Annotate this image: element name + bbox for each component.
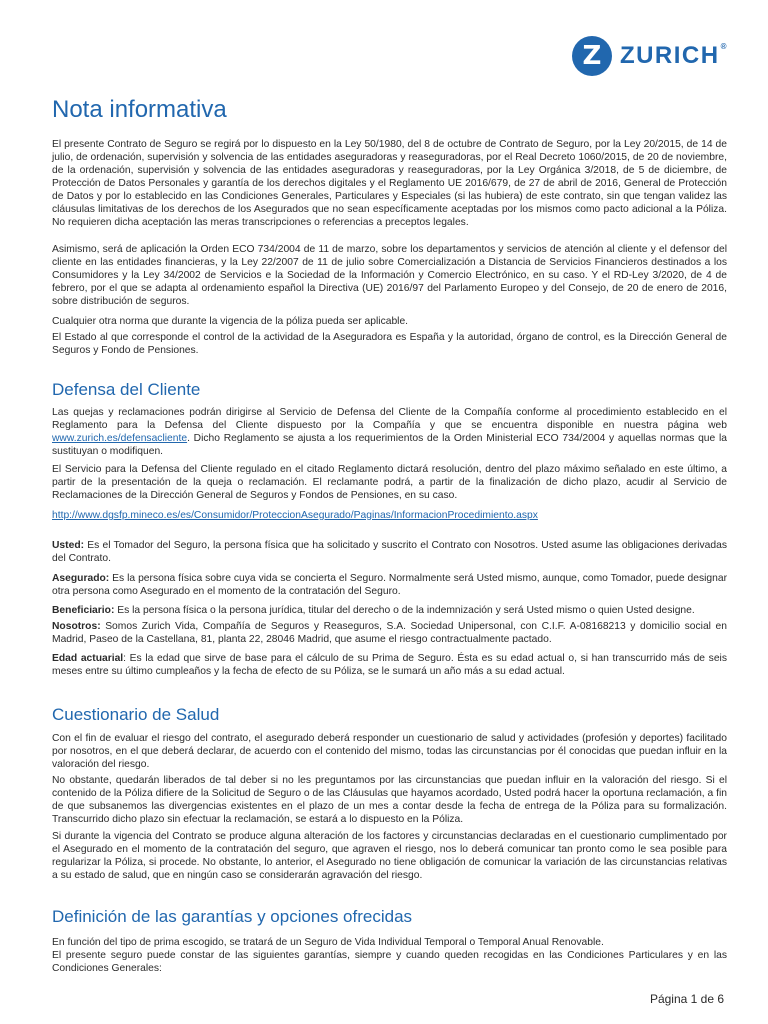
definition-edad-actuarial: Edad actuarial: Es la edad que sirve de base para el cálculo de su Prima de Seguro. Ésta es su edad actual o, si han transcurrido más de seis meses entre su último cumpleaños y la fecha de efecto de su Póliza, se le sumará un año más a su edad actual. [52,653,727,677]
garantias-line-2: El presente seguro puede constar de las siguientes garantías, siempre y cuando queden recogidas en las Condiciones Particulares y en las Condiciones Generales: [52,950,727,974]
zurich-logo [572,36,728,76]
defensa-cliente-link[interactable]: www.zurich.es/defensacliente [52,433,188,444]
definition-asegurado: Asegurado: Es la persona física sobre cuya vida se concierta el Seguro. Normalmente será Usted mismo, aunque, como Tomador, puede designar otra persona como Asegurado en el momento de la contratación del Seguro. [52,573,727,597]
garantias-line-1: En función del tipo de prima escogido, se tratará de un Seguro de Vida Individual Temporal o Temporal Anual Renovable. [52,937,604,948]
defensa-paragraph-2: El Servicio para la Defensa del Cliente regulado en el citado Reglamento dictará resolución, dentro del plazo máximo señalado en este último, a partir de la presentación de la queja o reclamación. El reclamante podrá, a partir de la finalización de dicho plazo, acudir al Servicio de Reclamaciones de la Dirección General de Seguros y Fondos de Pensiones, en su caso. [52,464,727,501]
page-title: Nota informativa [52,96,227,123]
brand-name: ZURICH® [619,42,728,69]
salud-paragraph-1: Con el fin de evaluar el riesgo del contrato, el asegurado deberá responder un cuestionario de salud y actividades (profesión y deportes) facilitado por nosotros, en el que deberá declarar, de acuerdo con el contenido del mismo, todas las circunstancias por él conocidas que puedan influir en la valoración del riesgo. [52,733,727,770]
zurich-z-icon: Z [572,36,612,76]
dgsfp-link[interactable]: http://www.dgsfp.mineco.es/es/Consumidor/ProteccionAsegurado/Paginas/InformacionProcedimiento.aspx [52,510,538,521]
section-heading-salud: Cuestionario de Salud [52,705,220,724]
defensa-paragraph-1: Las quejas y reclamaciones podrán dirigirse al Servicio de Defensa del Cliente de la Compañía conforme al procedimiento establecido en el Reglamento para la Defensa del Cliente dispuesto por la Compañía y que se encuentra disponible en nuestra página web www.zurich.es/defensacliente. Dicho Reglamento se ajusta a los requerimientos de la Orden Ministerial ECO 734/2004 y aquellas normas que la sustituyan o modifiquen. [52,407,727,457]
intro-paragraph-3: Cualquier otra norma que durante la vigencia de la póliza pueda ser aplicable. [52,316,409,327]
page-number: Página 1 de 6 [649,992,724,1006]
section-heading-defensa: Defensa del Cliente [52,380,201,399]
salud-paragraph-2: No obstante, quedarán liberados de tal deber si no les preguntamos por las circunstancias que puedan influir en la valoración del riesgo. Si el contenido de la Póliza difiere de la Solicitud de Seguro o de las Cláusulas que hayamos acordado, Usted podrá hacer la oportuna reclamación, a fin de que subsanemos las divergencias existentes en el plazo de un mes a contar desde la fecha de entrega de la Póliza para su formalización. Transcurrido dicho plazo sin efectuar la reclamación, se estará a lo dispuesto en la Póliza. [52,775,727,825]
salud-paragraph-3: Si durante la vigencia del Contrato se produce alguna alteración de los factores y circunstancias declaradas en el cuestionario cumplimentado por el Asegurado en el momento de la contratación del seguro, que agraven el riesgo, nos lo deberá comunicar tan pronto como le sea posible para regularizar la Póliza, si procede. No obstante, lo anterior, el Asegurado no tiene obligación de comunicar la variación de las circunstancias relativas a su estado de salud, que en ningún caso se considerarán agravación del riesgo. [52,831,727,881]
intro-paragraph-1: El presente Contrato de Seguro se regirá por lo dispuesto en la Ley 50/1980, del 8 de octubre de Contrato de Seguro, por la Ley 20/2015, de 14 de julio, de ordenación, supervisión y solvencia de las entidades aseguradoras y reaseguradoras, por el Real Decreto 1060/2015, de 20 de noviembre, de la ordenación, supervisión y solvencia de las entidades aseguradoras y reaseguradoras, por la Ley Orgánica 3/2018, de 5 de diciembre, de Protección de Datos Personales y garantía de los derechos digitales y el Reglamento UE 2016/679, de 27 de abril de 2016, General de Protección de Datos y por lo establecido en las Condiciones Generales, Particulares y Especiales (si las hubiera) de este contrato, sin que tengan validez las cláusulas limitativas de los derechos de los Asegurados que no sean específicamente aceptadas por los mismos como pacto adicional a la Póliza. No requieren dicha aceptación las meras transcripciones o referencias a preceptos legales. [52,139,727,228]
definition-usted: Usted: Es el Tomador del Seguro, la persona física que ha solicitado y suscrito el Contrato con Nosotros. Usted asume las obligaciones derivadas del Contrato. [52,540,727,564]
intro-paragraph-2: Asimismo, será de aplicación la Orden ECO 734/2004 de 11 de marzo, sobre los departamentos y servicios de atención al cliente y el defensor del cliente en las entidades financieras, y la Ley 22/2007 de 11 de julio sobre Comercialización a Distancia de Servicios Financieros destinados a los Consumidores y la Ley 34/2002 de Servicios e la Sociedad de la Información y Comercio Electrónico, en su caso. Y el RD-Ley 3/2020, de 4 de febrero, por el que se adapta al ordenamiento español la Directiva (UE) 2016/97 del Parlamento Europeo y del Consejo, de 20 de enero de 2016, sobre distribución de seguros. [52,244,727,307]
section-heading-garantias: Definición de las garantías y opciones ofrecidas [52,907,413,926]
intro-paragraph-4: El Estado al que corresponde el control de la actividad de la Aseguradora es España y la autoridad, órgano de control, es la Dirección General de Seguros y Fondo de Pensiones. [52,332,727,356]
definition-nosotros: Nosotros: Somos Zurich Vida, Compañía de Seguros y Reaseguros, S.A. Sociedad Unipersonal, con C.I.F. A-08168213 y domicilio social en Madrid, Paseo de la Castellana, 81, planta 22, 28046 Madrid, que asume el riesgo contractualmente pactado. [52,621,727,645]
definition-beneficiario: Beneficiario: Es la persona física o la persona jurídica, titular del derecho o de la indemnización y será Usted mismo o quien Usted designe. [52,605,695,616]
